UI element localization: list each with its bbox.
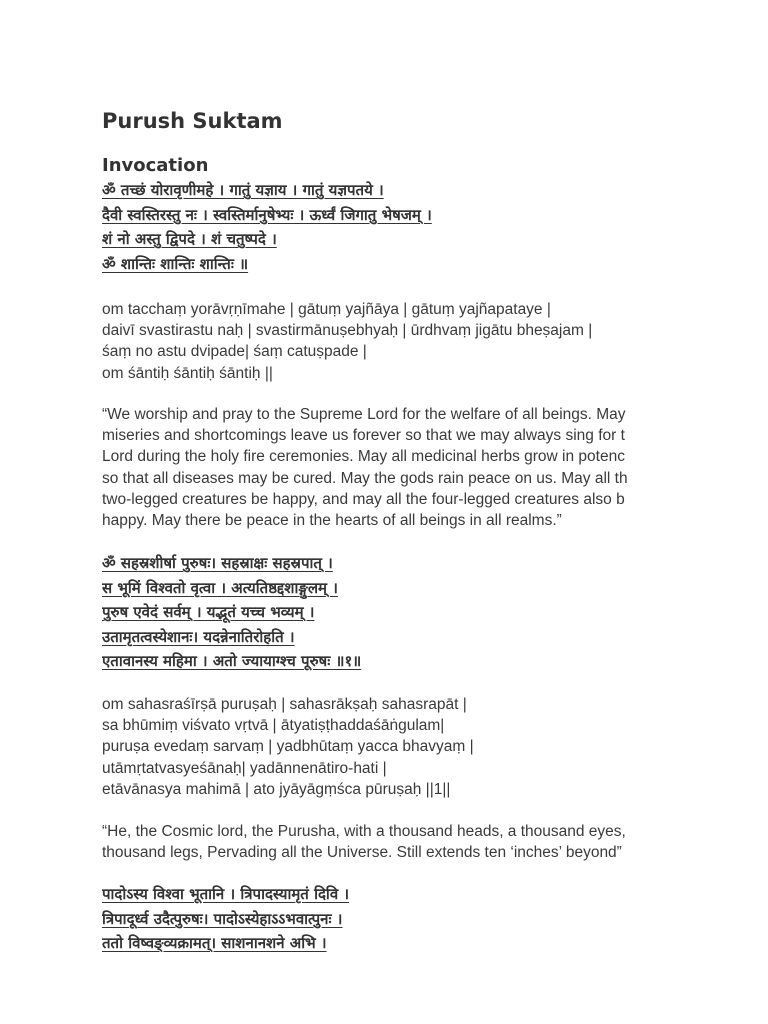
section-heading-invocation: Invocation xyxy=(102,155,209,176)
translation-line: miseries and shortcomings leave us forever so that we may always sing for t xyxy=(102,427,625,445)
verse1-translation xyxy=(102,821,700,863)
transliteration-line: puruṣa evedaṃ sarvaṃ | yadbhūtaṃ yacca bhavyaṃ | xyxy=(102,738,474,756)
sanskrit-line: ॐ शान्तिः शान्तिः शान्तिः ॥ xyxy=(102,254,249,273)
sanskrit-line: पुरुष एवेदं सर्वम् । यद्भूतं यच्च भव्यम् । xyxy=(102,603,315,621)
invocation-translation xyxy=(102,404,700,531)
transliteration-line: om tacchaṃ yorāvṛṇīmahe | gātuṃ yajñāya | gātuṃ yajñapataye | xyxy=(102,301,551,318)
transliteration-line: om sahasraśīrṣā puruṣaḥ | sahasrākṣaḥ sahasrapāt | xyxy=(102,696,467,713)
transliteration-line: etāvānasya mahimā | ato jyāyāgṃśca pūruṣaḥ ||1|| xyxy=(102,780,451,798)
verse1-transliteration xyxy=(102,694,700,800)
invocation-sanskrit xyxy=(102,178,700,276)
transliteration-line: śaṃ no astu dvipade| śaṃ catuṣpade | xyxy=(102,343,367,361)
sanskrit-line: एतावानस्य महिमा । अतो ज्यायाग्श्च पूरुषः ॥१॥ xyxy=(102,652,362,670)
translation-line: happy. May there be peace in the hearts of all beings in all realms.” xyxy=(102,511,562,529)
sanskrit-line: स भूमिं विश्वतो वृत्वा । अत्यतिष्ठद्दशाङ्गुलम् । xyxy=(102,578,338,597)
verse2-sanskrit xyxy=(102,882,700,956)
translation-line: “He, the Cosmic lord, the Purusha, with a thousand heads, a thousand eyes, xyxy=(102,823,626,840)
sanskrit-line: ॐ सहस्रशीर्षा पुरुषः। सहस्राक्षः सहस्रपात् । xyxy=(102,554,333,572)
transliteration-line: utāmṛtatvasyeśānaḥ| yadānnenātiro-hati | xyxy=(102,759,387,777)
sanskrit-line: ततो विष्वङ्व्यक्रामत्। साशनानशने अभि । xyxy=(102,934,327,952)
transliteration-line: sa bhūmiṃ viśvato vṛtvā | ātyatiṣṭhaddaśāṅgulam| xyxy=(102,717,445,735)
sanskrit-line: त्रिपादूर्ध्व उदैत्पुरुषः। पादोऽस्येहाऽऽभवात्पुनः । xyxy=(102,909,343,928)
transliteration-line: daivī svastirastu naḥ | svastirmānuṣebhyaḥ | ūrdhvaṃ jigātu bheṣajam | xyxy=(102,322,593,340)
sanskrit-line: पादोऽस्य विश्वा भूतानि । त्रिपादस्यामृतं दिवि । xyxy=(102,885,350,903)
translation-line: thousand legs, Pervading all the Universe. Still extends ten ‘inches’ beyond” xyxy=(102,844,622,862)
translation-line: Lord during the holy fire ceremonies. May all medicinal herbs grow in potenc xyxy=(102,448,625,466)
page-title: Purush Suktam xyxy=(102,109,283,133)
sanskrit-line: ॐ तच्छं योरावृणीमहे । गातुं यज्ञाय । गातुं यज्ञपतये । xyxy=(102,181,384,199)
document-page xyxy=(102,0,700,1024)
translation-line: two-legged creatures be happy, and may all the four-legged creatures also b xyxy=(102,490,625,508)
verse1-sanskrit xyxy=(102,551,700,674)
invocation-transliteration xyxy=(102,299,700,384)
translation-line: “We worship and pray to the Supreme Lord for the welfare of all beings. May xyxy=(102,406,626,423)
sanskrit-line: उतामृतत्वस्येशानः। यदन्नेनातिरोहति । xyxy=(102,627,295,646)
transliteration-line: om śāntiḥ śāntiḥ śāntiḥ || xyxy=(102,364,273,382)
translation-line: so that all diseases may be cured. May the gods rain peace on us. May all th xyxy=(102,469,628,487)
sanskrit-line: दैवी स्वस्तिरस्तु नः । स्वस्तिर्मानुषेभ्यः । ऊर्ध्वं जिगातु भेषजम् । xyxy=(102,205,432,224)
sanskrit-line: शं नो अस्तु द्विपदे । शं चतुष्पदे । xyxy=(102,230,277,248)
